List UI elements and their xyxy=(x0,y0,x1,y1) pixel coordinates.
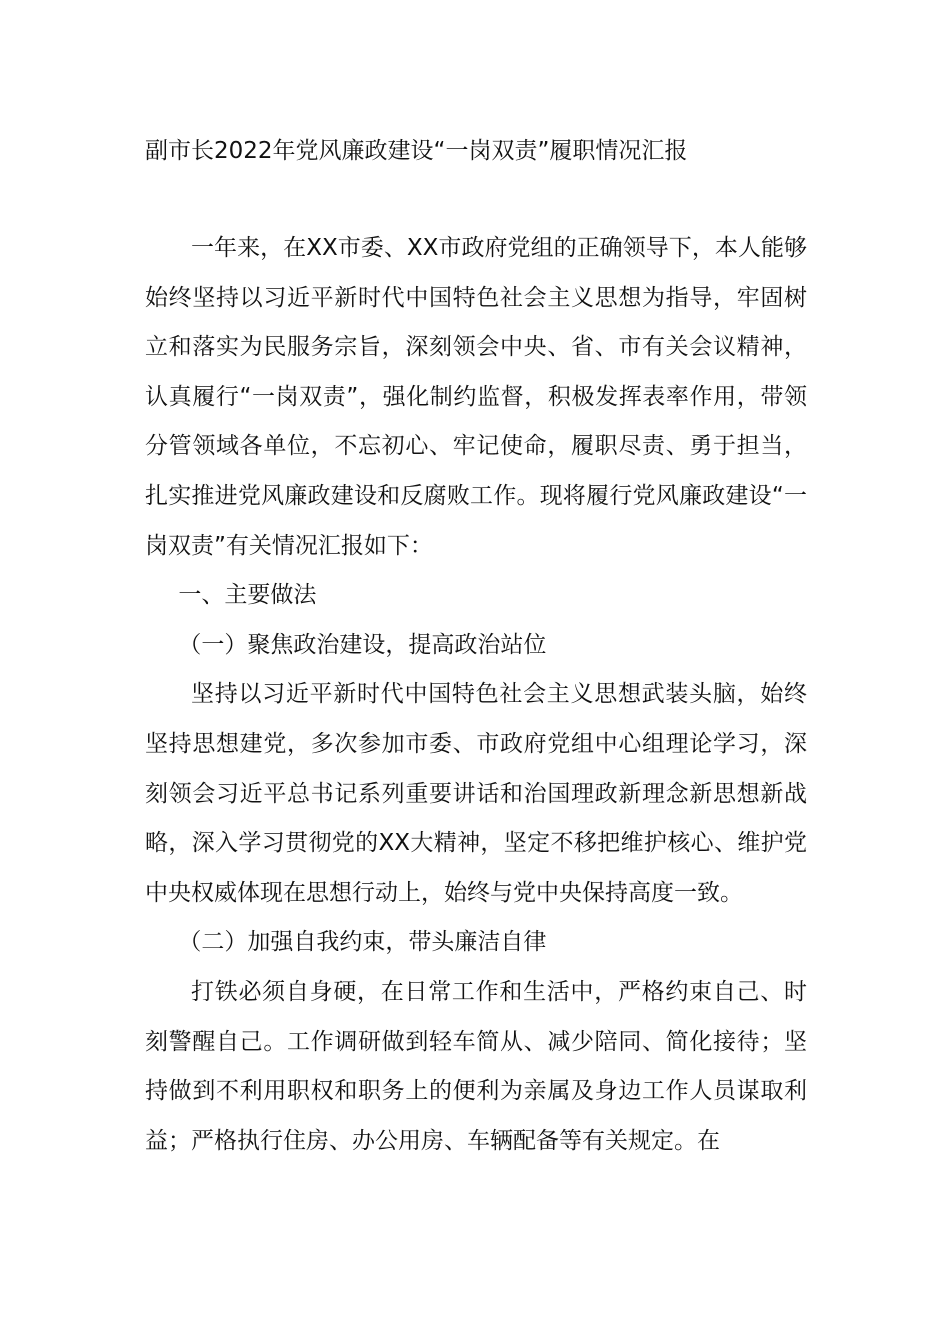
section-heading-main-practices: 一、主要做法 xyxy=(178,582,317,609)
document-body xyxy=(145,224,807,1166)
document-title: 副市长2022年党风廉政建设“一岗双责”履职情况汇报 xyxy=(145,138,688,164)
political-building-paragraph: 坚持以习近平新时代中国特色社会主义思想武装头脑，始终坚持思想建党，多次参加市委、市政府党组中心组理论学习，深刻领会习近平总书记系列重要讲话和治国理政新理念新思想新战略，深入学习贯彻党的XX大精神，坚定不移把维护核心、维护党中央权威体现在思想行动上，始终与党中央保持高度一致。 xyxy=(145,681,807,906)
intro-paragraph: 一年来，在XX市委、XX市政府党组的正确领导下，本人能够始终坚持以习近平新时代中国特色社会主义思想为指导，牢固树立和落实为民服务宗旨，深刻领会中央、省、市有关会议精神，认真履行“一岗双责”，强化制约监督，积极发挥表率作用，带领分管领域各单位，不忘初心、牢记使命，履职尽责、勇于担当，扎实推进党风廉政建设和反腐败工作。现将履行党风廉政建设“一岗双责”有关情况汇报如下： xyxy=(145,235,807,559)
self-discipline-paragraph: 打铁必须自身硬，在日常工作和生活中，严格约束自己、时刻警醒自己。工作调研做到轻车简从、减少陪同、简化接待；坚持做到不利用职权和职务上的便利为亲属及身边工作人员谋取利益；严格执行住房、办公用房、车辆配备等有关规定。在 xyxy=(145,978,807,1154)
subsection-heading-political-building: （一）聚焦政治建设，提高政治站位 xyxy=(178,631,547,658)
subsection-heading-self-discipline: （二）加强自我约束，带头廉洁自律 xyxy=(178,929,547,956)
